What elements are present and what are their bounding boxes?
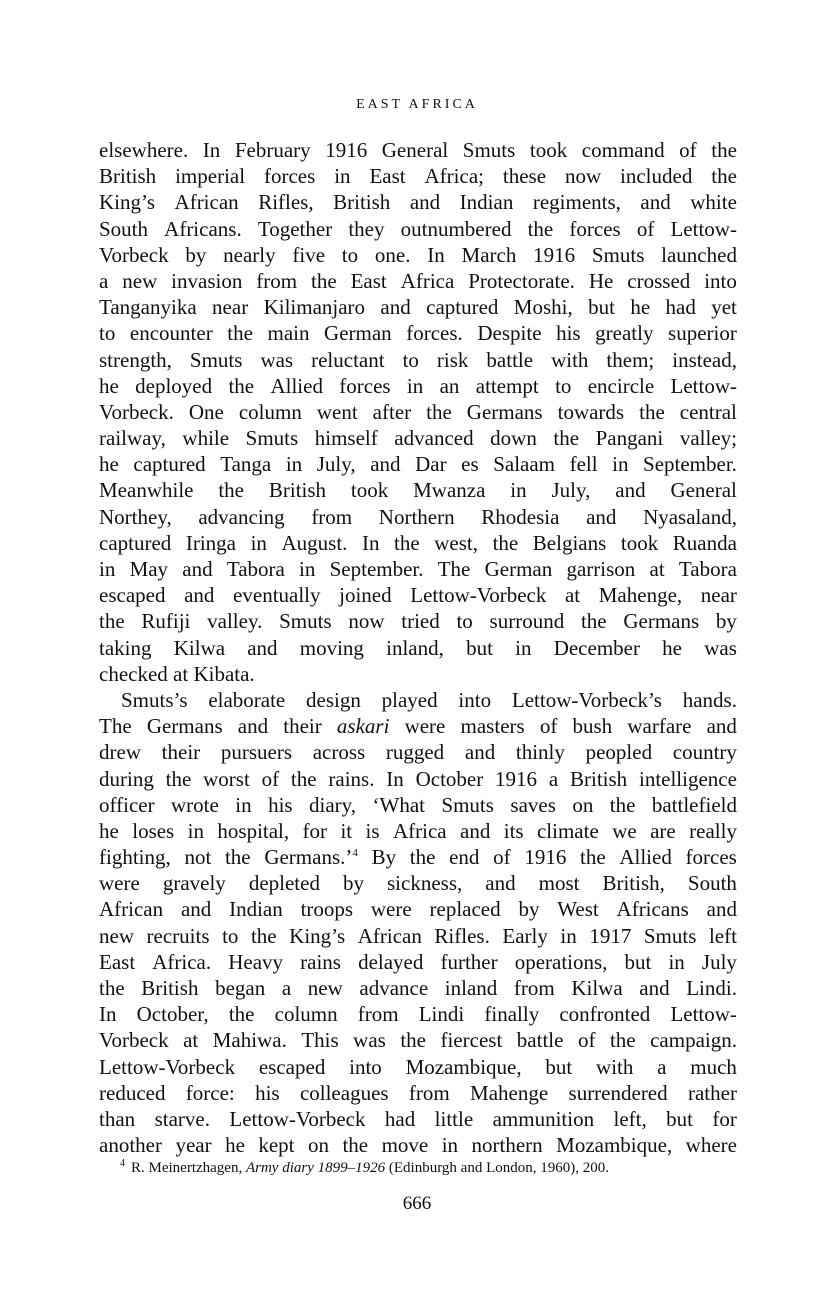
text-line: the British began a new advance inland from Kilwa and Lindi. [99,976,737,1000]
footnote [120,1158,740,1178]
text-line: Meanwhile the British took Mwanza in July, and General [99,478,737,503]
text-line: fighting, not the Germans.’$^4$ By the end of 1916 the Allied forces [99,845,737,870]
text-line: taking Kilwa and moving inland, but in December he was [99,635,737,660]
text-line: he loses in hospital, for it is Africa and its climate we are really [99,818,737,843]
text-line: than starve. Lettow-Vorbeck had little ammunition left, but for [99,1106,737,1131]
text-line: elsewhere. In February 1916 General Smuts took command of the [99,138,737,162]
text-line: Vorbeck by nearly five to one. In March 1916 Smuts launched [99,242,737,267]
text-line: during the worst of the rains. In October 1916 a British intelligence [99,766,737,791]
text-line: Smuts’s elaborate design played into Lettow-Vorbeck’s hands. [121,687,737,712]
text-line: the Rufiji valley. Smuts now tried to surround the Germans by [99,609,737,634]
text-line: in May and Tabora in September. The German garrison at Tabora [99,557,737,581]
text-line: East Africa. Heavy rains delayed further operations, but in July [99,949,737,974]
text-line: checked at Kibata. [99,661,255,686]
text-line: African and Indian troops were replaced by West Africans and [99,897,737,922]
text-line: railway, while Smuts himself advanced down the Pangani valley; [99,426,737,451]
footnote-rest: (Edinburgh and London, 1960), 200. [385,1160,609,1176]
text-line: new recruits to the King’s African Rifles. Early in 1917 Smuts left [99,923,737,948]
text-line: British imperial forces in East Africa; these now included the [99,164,737,189]
text-line: escaped and eventually joined Lettow-Vorbeck at Mahenge, near [99,583,737,608]
footnote-mark: 4 [120,1158,125,1169]
text-line: drew their pursuers across rugged and thinly peopled country [99,740,737,765]
running-head: EAST AFRICA [356,97,478,112]
text-line: to encounter the main German forces. Despite his greatly superior [99,321,737,346]
text-line: reduced force: his colleagues from Mahenge surrendered rather [99,1080,737,1105]
text-line: Lettow-Vorbeck escaped into Mozambique, but with a much [99,1054,737,1079]
text-line: Tanganyika near Kilimanjaro and captured Moshi, but he had yet [99,295,737,320]
text-line: Northey, advancing from Northern Rhodesia and Nyasaland, [99,504,737,529]
text-line: a new invasion from the East Africa Protectorate. He crossed into [99,268,737,293]
page-number: 666 [402,1193,432,1214]
text-line: another year he kept on the move in northern Mozambique, where [99,1133,737,1158]
text-line: In October, the column from Lindi finally confronted Lettow- [99,1002,737,1027]
footnote-title: Army diary 1899–1926 [245,1160,386,1176]
text-line: Vorbeck. One column went after the Germans towards the central [99,399,737,424]
footnote-author: R. Meinertzhagen, [131,1160,246,1176]
text-line: strength, Smuts was reluctant to risk battle with them; instead, [99,347,737,372]
text-line: South Africans. Together they outnumbered the forces of Lettow- [99,216,737,241]
text-line: officer wrote in his diary, ‘What Smuts saves on the battlefield [99,792,737,817]
text-line: were gravely depleted by sickness, and most British, South [99,871,737,896]
text-line: The Germans and their askari were masters of bush warfare and [99,714,737,739]
text-line: captured Iringa in August. In the west, the Belgians took Ruanda [99,530,737,555]
text-line: Vorbeck at Mahiwa. This was the fiercest battle of the campaign. [99,1028,737,1053]
text-line: King’s African Rifles, British and Indian regiments, and white [99,190,737,215]
body-text [99,137,737,1158]
text-line: he captured Tanga in July, and Dar es Salaam fell in September. [99,452,737,477]
text-line: he deployed the Allied forces in an attempt to encircle Lettow- [99,373,737,398]
